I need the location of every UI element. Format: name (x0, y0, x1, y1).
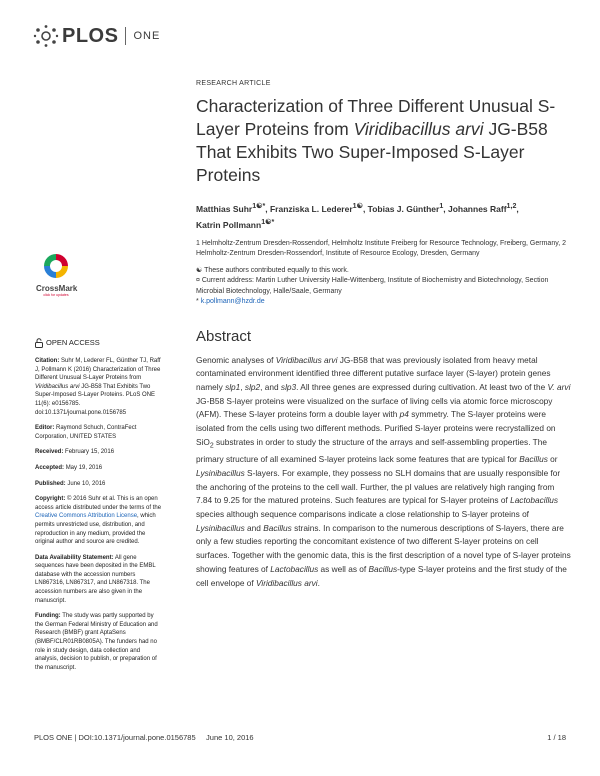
open-access-label: OPEN ACCESS (46, 337, 100, 347)
page-number: 1 / 18 (547, 733, 566, 742)
received-date: February 15, 2016 (65, 449, 115, 456)
citation-label: Citation: (35, 358, 60, 364)
abstract-heading: Abstract (196, 327, 252, 345)
crossmark-icon (41, 252, 71, 278)
abstract-body: Genomic analyses of Viridibacillus arvi JG-B58 that was previously isolated from heavy metal contaminated environment identified three different putative surface layer (S-layer) protein genes namely slp1, slp2, and slp3. All three genes are expressed during cultivation. At least two of the V. arvi JG-B58 S-layer proteins were visualized on the surface of living cells via atomic force microscopy (AFM). These S-layer proteins form a double layer with p4 symmetry. The S-layer proteins were isolated from the cells using two different methods. Purified S-layer proteins were recrystallized on SiO$_2$ substrates in order to study the structure of the arrays and self-assembling properties. The primary structure of all examined S-layer proteins lack some features that are typical for Bacillus or Lysinibacillus S-layers. For example, they possess no SLH domains that are usually responsible for the anchoring of the proteins to the cell wall. Further, the pI values are relatively high ranging from 7.84 to 9.25 for the matured proteins. Such features are typical for S-layer proteins of Lactobacillus species although sequence comparisons indicate a close relationship to S-layer proteins of Lysinibacillus and Bacillus strains. In comparison to the numerous descriptions of S-layers, there are only a few studies reporting the concomitant existence of two different S-layer proteins on cell surfaces. Together with the genomic data, this is the first description of a novel type of S-layer proteins showing features of Lactobacillus as well as of Bacillus-type S-layer proteins and the first study of the cell envelope of Viridibacillus arvi. (196, 354, 571, 588)
corresponding-email-line: * k.pollmann@hzdr.de (196, 298, 265, 306)
plos-one-logo[interactable] (33, 22, 160, 50)
author-name[interactable]: , Johannes Raff (443, 203, 507, 214)
crossmark-sub: click for updates (43, 293, 69, 297)
accepted-block (35, 464, 163, 473)
accepted-label: Accepted: (35, 464, 65, 471)
accepted-date: May 19, 2016 (65, 464, 103, 471)
citation-text: Suhr M, Lederer FL, Günther TJ, Raff J, Pollmann K (2016) Characterization of Three Different Unusual S-Layer Proteins from (35, 358, 161, 382)
crossmark-badge[interactable] (36, 252, 76, 297)
published-label: Published: (35, 480, 66, 487)
article-title: Characterization of Three Different Unusual S-Layer Proteins from Viridibacillus arvi JG-B58 That Exhibits Two Super-Imposed S-Layer Proteins (196, 96, 556, 185)
editor-block (35, 424, 163, 441)
data-availability-block (35, 554, 163, 606)
plos-logo-icon (33, 24, 59, 48)
funding-text: The study was partly supported by the German Federal Ministry of Education and Research (BMBF) grant AptaSens (BMBF/CLR01RB0805A). The funders had no role in study design, data collection and analysis, decision to publish, or preparation of the manuscript. (35, 613, 158, 671)
author-name[interactable]: Matthias Suhr (196, 203, 253, 214)
logo-sub: ONE (133, 30, 161, 42)
copyright-text: © 2016 Suhr et al. This is an open access article distributed under the terms of the (35, 496, 162, 511)
logo-text: PLOS (62, 24, 119, 47)
current-address-note: ¤ Current address: Martin Luther University Halle-Wittenberg, Institute of Biochemistry and Biotechnology, Section Microbial Biotechnology, Halle/Saale, Germany (196, 277, 549, 295)
author-list: Matthias Suhr$^{1☯*}$, Franziska L. Lederer$^{1☯}$, Tobias J. Günther$^1$, Johannes Raff$^{1,2}$, Katrin Pollmann$^{1☯*}$ (196, 202, 519, 230)
citation-species: Viridibacillus arvi (35, 383, 80, 390)
affiliations: 1 Helmholtz-Zentrum Dresden-Rossendorf, Helmholtz Institute Freiberg for Resource Technology, Freiberg, Germany, 2 Helmholtz-Zentrum Dresden-Rossendorf, Institute of Resource Ecology, Dresden, Germany (196, 239, 566, 258)
email-link[interactable]: k.pollmann@hzdr.de (200, 298, 265, 306)
author-name[interactable]: Katrin Pollmann (196, 219, 262, 230)
author-name[interactable]: , Tobias J. Günther (362, 203, 440, 214)
equal-contribution-note: ☯ These authors contributed equally to this work. (196, 266, 349, 274)
published-date: June 10, 2016 (67, 480, 106, 487)
editor-text: Raymond Schuch, ContraFect Corporation, UNITED STATES (35, 425, 137, 440)
article-main (196, 80, 571, 590)
citation-block (35, 357, 163, 417)
copyright-text-2: , which permits unrestricted use, distribution, and reproduction in any medium, provided the original author and source are credited. (35, 513, 156, 546)
funding-label: Funding: (35, 613, 61, 620)
author-name[interactable]: , Franziska L. Lederer (265, 203, 353, 214)
page-footer (34, 733, 566, 742)
copyright-label: Copyright: (35, 496, 66, 503)
editor-label: Editor: (35, 425, 55, 432)
data-availability-text: All gene sequences have been deposited in the EMBL database with the accession numbers LN867316, LN867317, and LN867318. The accession numbers are also given in the manuscript. (35, 554, 156, 604)
title-species: Viridibacillus arvi (353, 119, 484, 139)
received-label: Received: (35, 449, 64, 456)
footer-citation: PLOS ONE | DOI:10.1371/journal.pone.0156785 June 10, 2016 (34, 733, 254, 742)
crossmark-label: CrossMark (36, 284, 78, 293)
published-block (35, 480, 163, 489)
received-block (35, 448, 163, 457)
logo-divider (125, 27, 126, 45)
copyright-block (35, 495, 163, 547)
article-sidebar (35, 338, 163, 679)
open-access-badge (35, 338, 163, 348)
license-link[interactable]: Creative Commons Attribution License (35, 513, 138, 520)
citation-text-2: JG-B58 That Exhibits Two Super-Imposed S-Layer Proteins. PLoS ONE 11(6): e0156785. doi:10.1371/journal.pone.0156785 (35, 383, 156, 416)
open-lock-icon (35, 338, 43, 348)
article-type: RESEARCH ARTICLE (196, 80, 271, 87)
author-notes (196, 266, 571, 308)
data-availability-label: Data Availability Statement: (35, 554, 114, 561)
funding-block (35, 612, 163, 672)
